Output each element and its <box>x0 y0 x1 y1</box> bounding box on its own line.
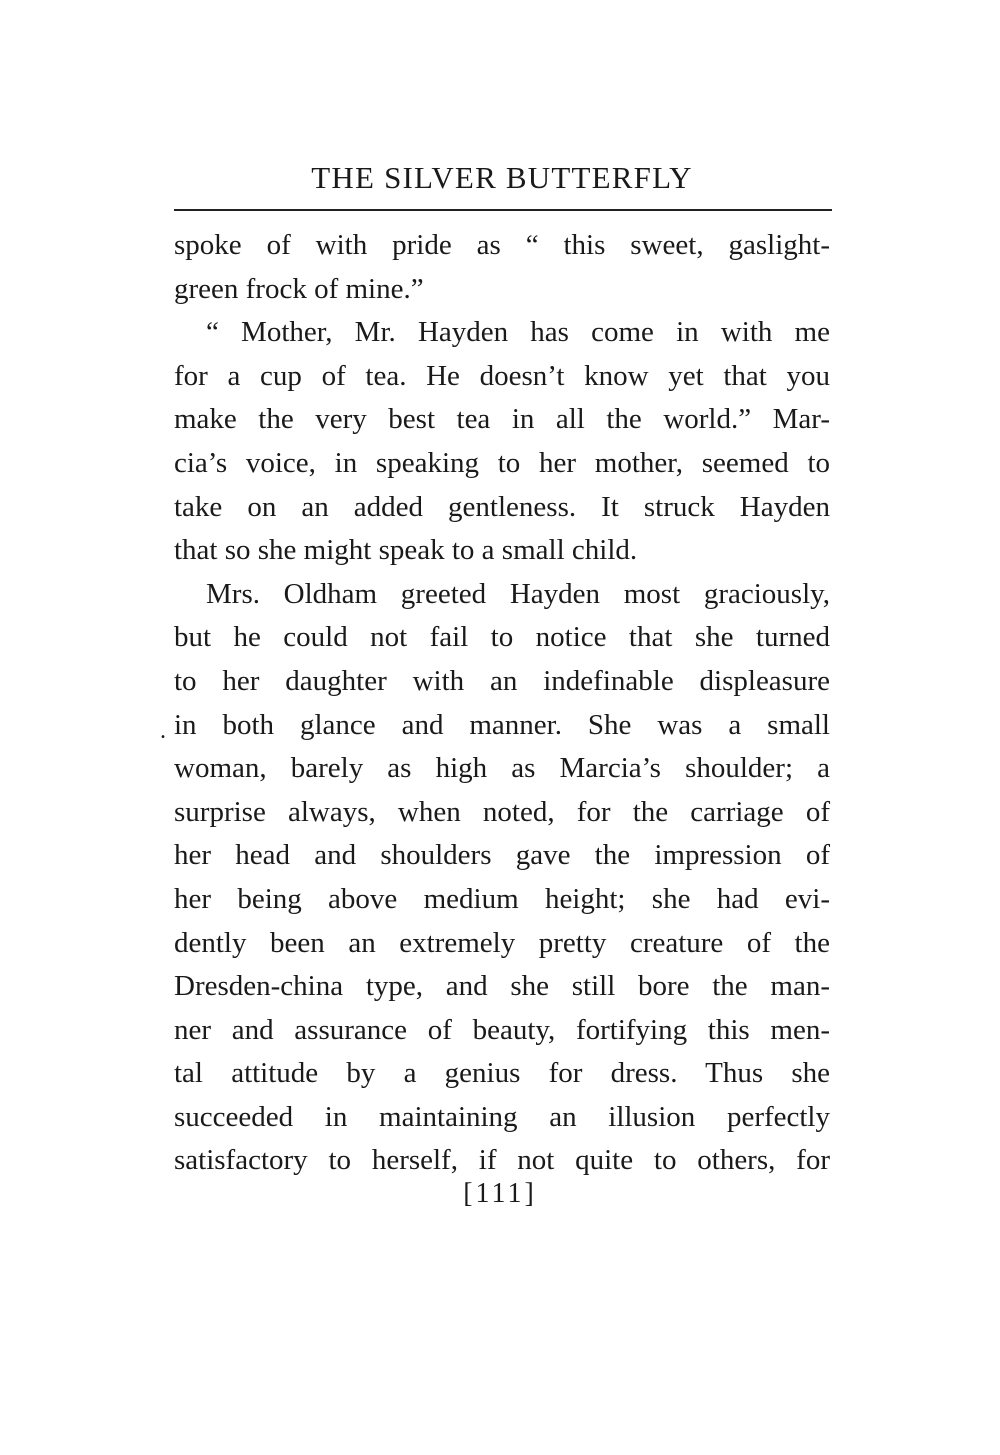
text-line: spoke of with pride as “ this sweet, gaslight- <box>174 229 830 261</box>
text-line: ner and assurance of beauty, fortifying this men- <box>174 1013 830 1046</box>
stray-mark: . <box>160 718 166 744</box>
text-line: take on an added gentleness. It struck Hayden <box>174 490 830 523</box>
text-line: surprise always, when noted, for the carriage of <box>174 795 830 828</box>
page-number: [111] <box>463 1178 537 1209</box>
body-text <box>174 224 830 1183</box>
text-line: but he could not fail to notice that she turned <box>174 621 830 654</box>
text-line: satisfactory to herself, if not quite to others, for <box>174 1144 830 1177</box>
running-head: THE SILVER BUTTERFLY <box>311 160 693 195</box>
text-line: Mrs. Oldham greeted Hayden most graciously, <box>206 577 830 610</box>
text-line: green frock of mine.” <box>174 272 424 305</box>
text-line: dently been an extremely pretty creature of the <box>174 926 830 959</box>
text-line: Dresden-china type, and she still bore the man- <box>174 970 830 1003</box>
header-rule <box>174 209 832 211</box>
text-line: in both glance and manner. She was a small <box>174 708 830 741</box>
text-line: succeeded in maintaining an illusion perfectly <box>174 1100 830 1133</box>
paragraph-1 <box>174 224 830 311</box>
paragraph-3 <box>174 573 830 1183</box>
text-line: “ Mother, Mr. Hayden has come in with me <box>206 316 830 349</box>
text-line: tal attitude by a genius for dress. Thus she <box>174 1057 830 1090</box>
paragraph-2 <box>174 311 830 573</box>
text-line: that so she might speak to a small child. <box>174 534 638 567</box>
text-line: woman, barely as high as Marcia’s shoulder; a <box>174 752 830 785</box>
text-line: to her daughter with an indefinable displeasure <box>174 664 830 697</box>
text-line: her head and shoulders gave the impression of <box>174 839 830 872</box>
text-line: her being above medium height; she had evi- <box>174 882 830 915</box>
text-line: make the very best tea in all the world.” Mar- <box>174 403 830 436</box>
text-line: cia’s voice, in speaking to her mother, seemed to <box>174 446 830 479</box>
text-line: for a cup of tea. He doesn’t know yet that you <box>174 359 830 392</box>
